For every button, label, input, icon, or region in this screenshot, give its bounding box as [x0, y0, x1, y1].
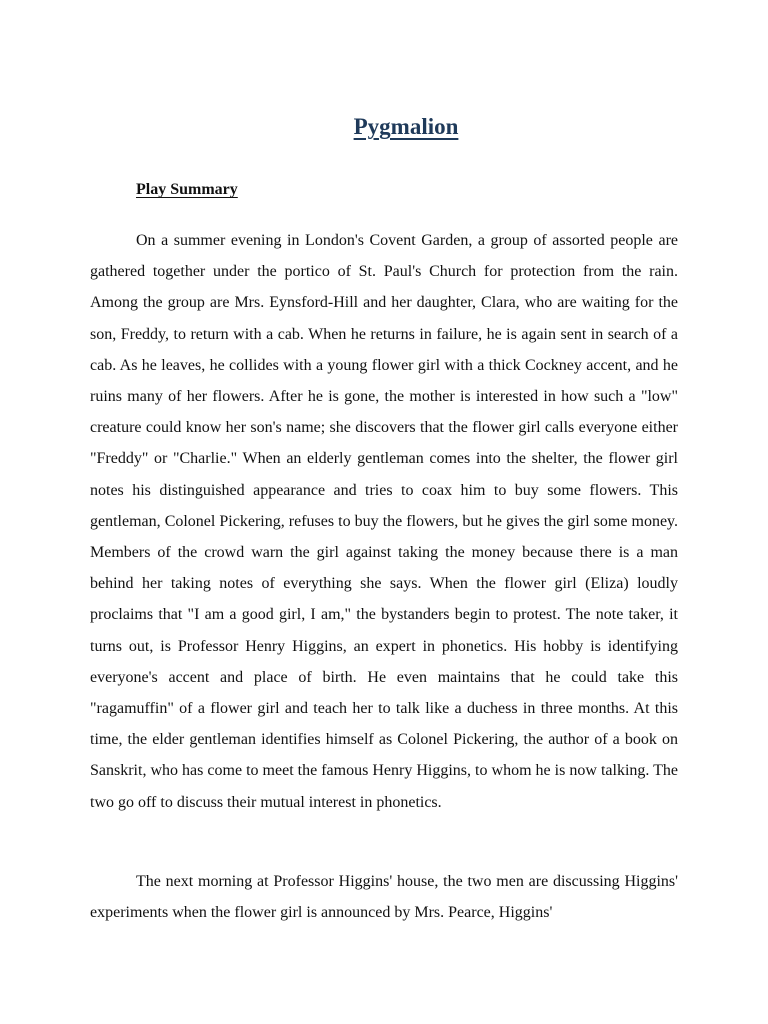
page-title: Pygmalion	[353, 114, 459, 139]
section-heading: Play Summary	[136, 181, 238, 198]
paragraph-1: On a summer evening in London's Covent Garden, a group of assorted people are gathered together under the portico of St. Paul's Church for protection from the rain. Among the group are Mrs. Eynsford-Hill and her daughter, Clara, who are waiting for the son, Freddy, to return with a cab. When he returns in failure, he is again sent in search of a cab. As he leaves, he collides with a young flower girl with a thick Cockney accent, and he ruins many of her flowers. After he is gone, the mother is interested in how such a "low" creature could know her son's name; she discovers that the flower girl calls everyone either "Freddy" or "Charlie." When an elderly gentleman comes into the shelter, the flower girl notes his distinguished appearance and tries to coax him to buy some flowers. This gentleman, Colonel Pickering, refuses to buy the flowers, but he gives the girl some money. Members of the crowd warn the girl against taking the money because there is a man behind her taking notes of everything she says. When the flower girl (Eliza) loudly proclaims that "I am a good girl, I am," the bystanders begin to protest. The note taker, it turns out, is Professor Henry Higgins, an expert in phonetics. His hobby is identifying everyone's accent and place of birth. He even maintains that he could take this "ragamuffin" of a flower girl and teach her to talk like a duchess in three months. At this time, the elder gentleman identifies himself as Colonel Pickering, the author of a book on Sanskrit, who has come to meet the famous Henry Higgins, to whom he is now talking. The two go off to discuss their mutual interest in phonetics.	[90, 232, 678, 811]
paragraph-2: The next morning at Professor Higgins' house, the two men are discussing Higgins' experiments when the flower girl is announced by Mrs. Pearce, Higgins'	[90, 873, 678, 922]
